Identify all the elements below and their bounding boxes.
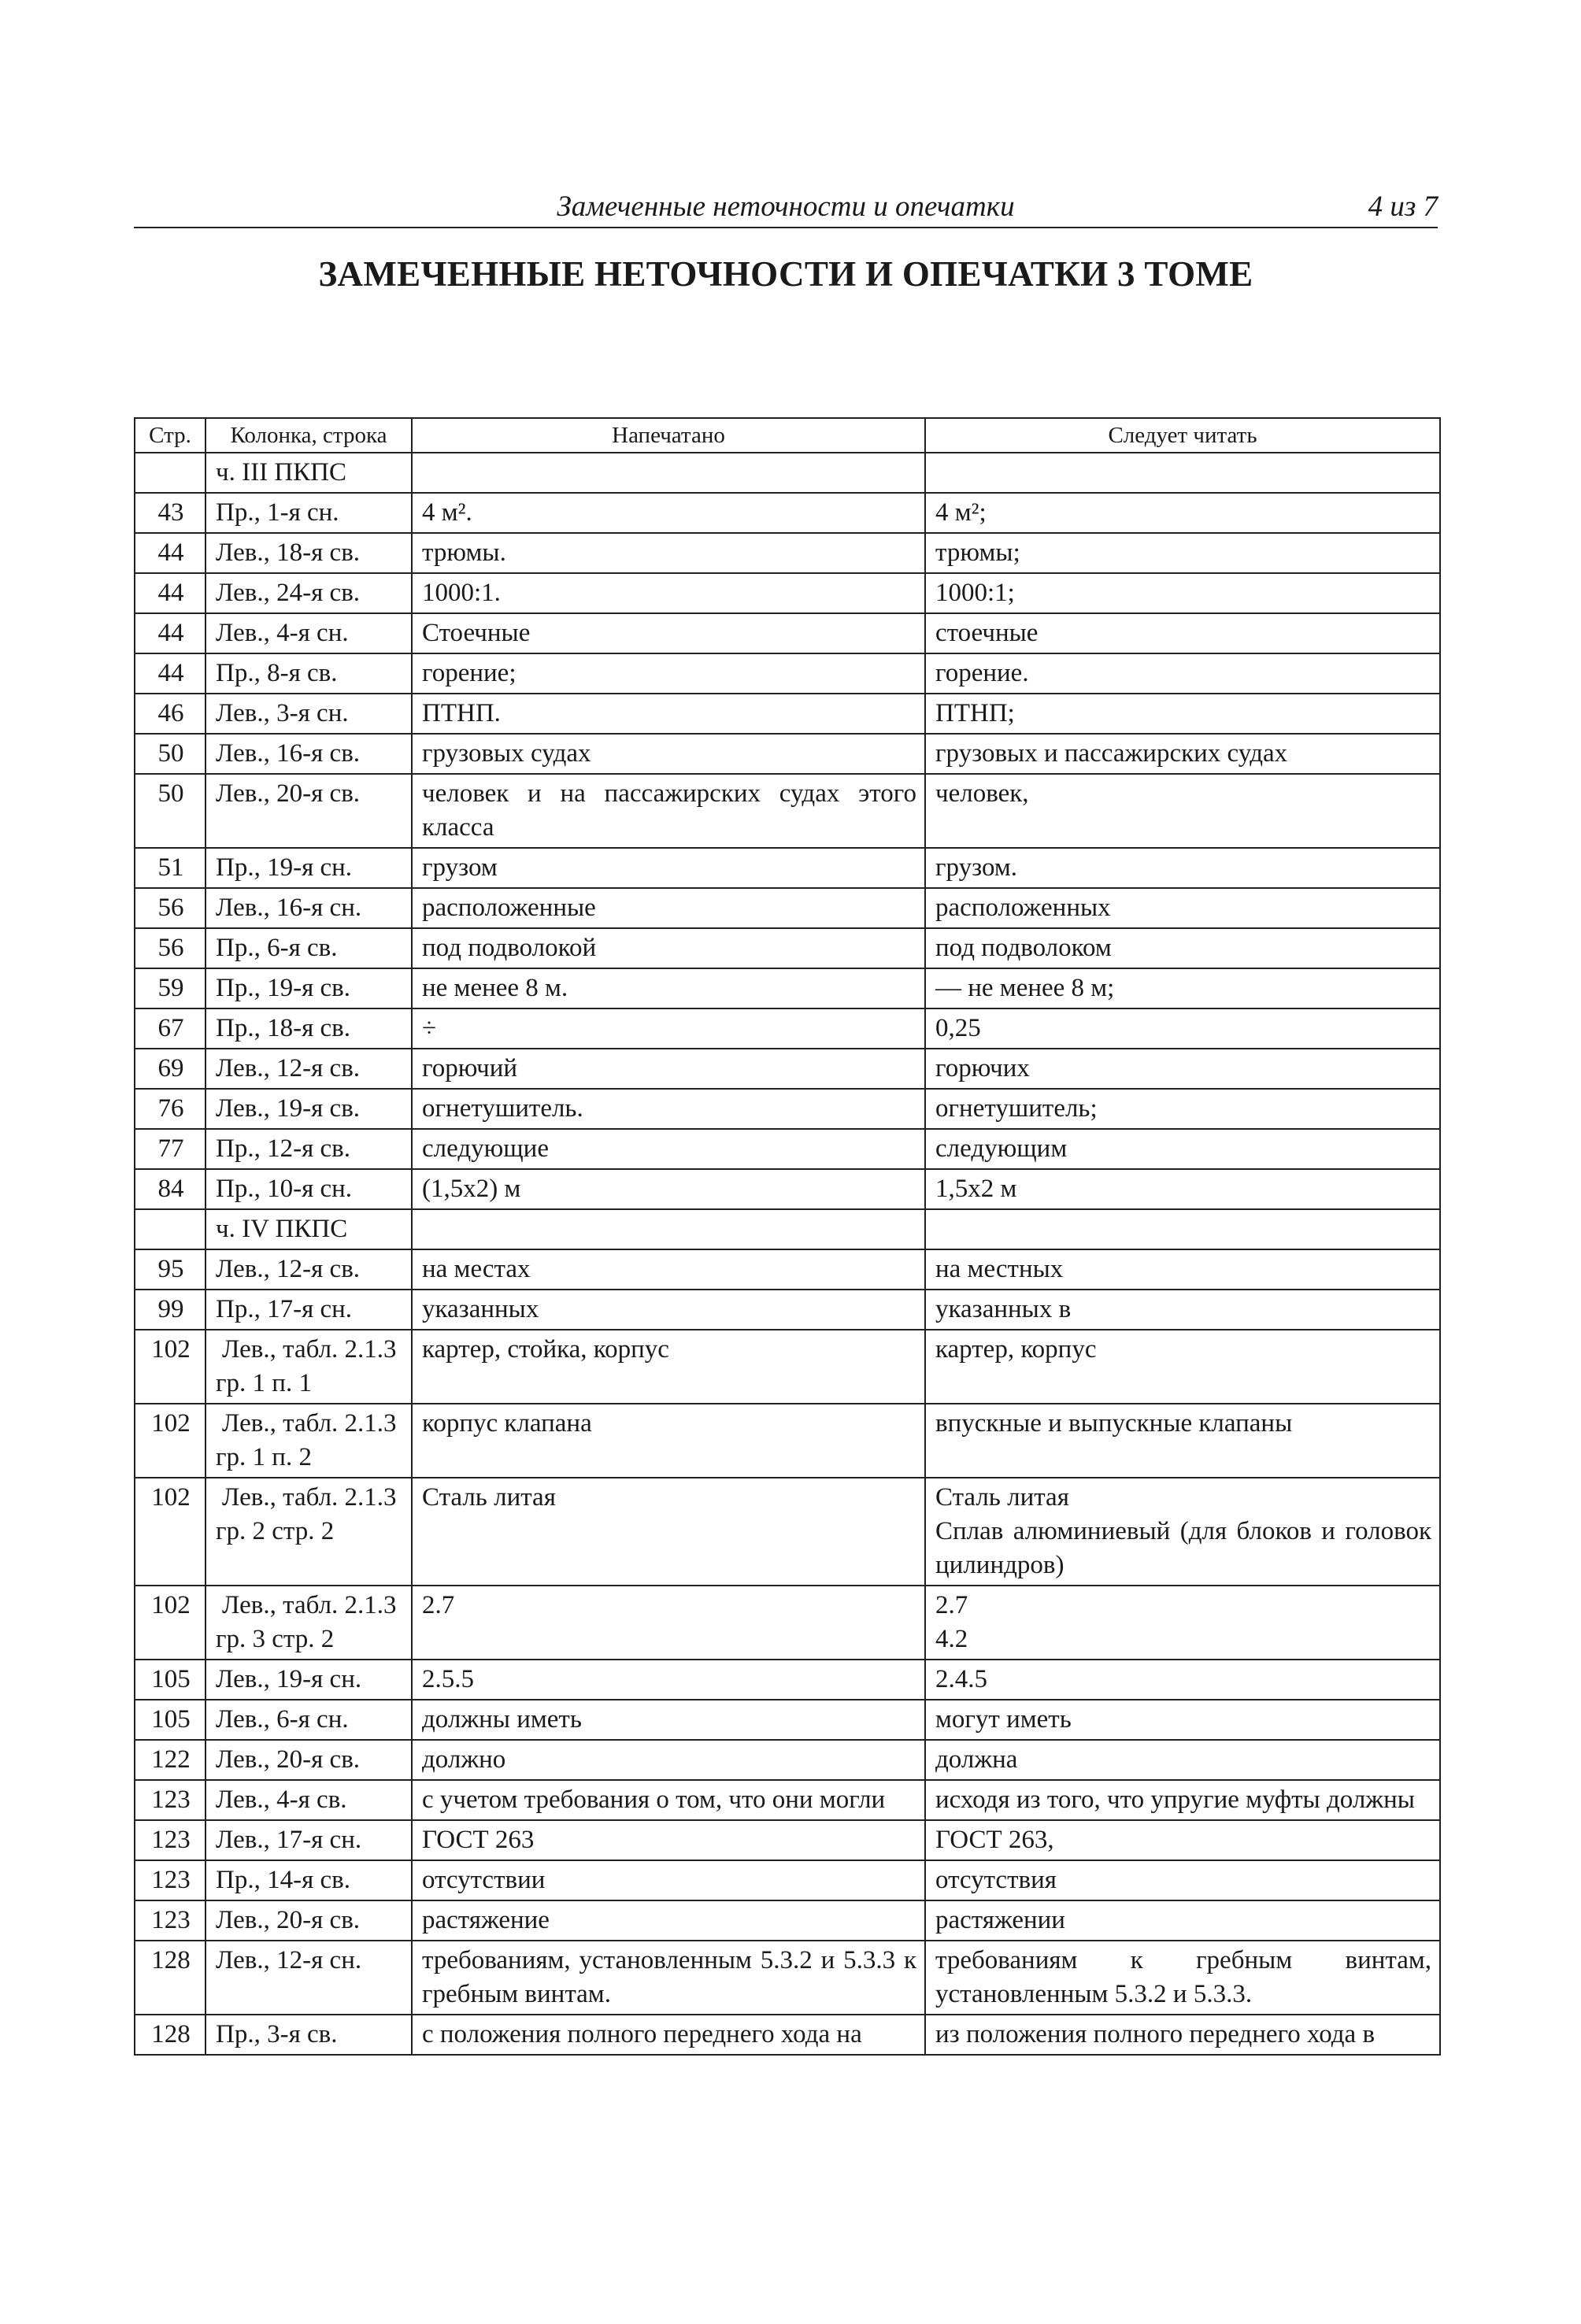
page-cell: 128: [135, 2015, 205, 2055]
table-row: [135, 573, 1440, 613]
location-cell: Лев., 12-я св.: [205, 1249, 412, 1290]
printed-cell: под подволокой: [412, 928, 925, 968]
location-line: гр. 2 стр. 2: [216, 1517, 335, 1545]
table-row: [135, 1780, 1440, 1820]
printed-cell: требованиям, установленным 5.3.2 и 5.3.3 к гребным винтам.: [412, 1941, 925, 2015]
correct-cell: могут иметь: [925, 1700, 1440, 1740]
correct-cell: трюмы;: [925, 533, 1440, 573]
correct-cell: огнетушитель;: [925, 1089, 1440, 1129]
section-row: [135, 453, 1440, 493]
page-cell: 67: [135, 1008, 205, 1049]
location-cell: Лев., 18-я св.: [205, 533, 412, 573]
correct-line: Сплав алюминиевый (для блоков и головок цилиндров): [935, 1517, 1431, 1579]
correct-cell: картер, корпус: [925, 1330, 1440, 1404]
page-cell: 50: [135, 734, 205, 774]
section-printed-cell: [412, 1209, 925, 1249]
page-cell: 102: [135, 1586, 205, 1660]
running-header: [134, 187, 1438, 228]
printed-cell: отсутствии: [412, 1860, 925, 1900]
correct-line: 2.7: [935, 1591, 968, 1619]
table-row: [135, 1478, 1440, 1586]
correct-cell: из положения полного переднего хода в: [925, 2015, 1440, 2055]
table-header-row: [135, 418, 1440, 453]
correct-cell: грузовых и пассажирских судах: [925, 734, 1440, 774]
page-cell: 59: [135, 968, 205, 1008]
correct-cell: растяжении: [925, 1900, 1440, 1941]
table-row: [135, 493, 1440, 533]
correct-cell: [925, 1586, 1440, 1660]
location-cell: [205, 1478, 412, 1586]
location-line: гр. 3 стр. 2: [216, 1625, 335, 1653]
location-cell: Лев., 4-я св.: [205, 1780, 412, 1820]
page-cell: 123: [135, 1820, 205, 1860]
column-header-location: Колонка, строка: [205, 418, 412, 453]
correct-cell: ПТНП;: [925, 694, 1440, 734]
printed-cell: указанных: [412, 1290, 925, 1330]
section-label: ч. IV ПКПС: [205, 1209, 412, 1249]
printed-cell: 2.5.5: [412, 1660, 925, 1700]
location-cell: Пр., 14-я св.: [205, 1860, 412, 1900]
table-row: [135, 1941, 1440, 2015]
location-cell: Пр., 3-я св.: [205, 2015, 412, 2055]
correct-cell: под подволоком: [925, 928, 1440, 968]
printed-cell: корпус клапана: [412, 1404, 925, 1478]
correct-line: 4.2: [935, 1625, 968, 1653]
location-cell: [205, 1404, 412, 1478]
location-cell: Пр., 10-я сн.: [205, 1169, 412, 1209]
page-cell: 44: [135, 533, 205, 573]
page-cell: 123: [135, 1900, 205, 1941]
table-row: [135, 734, 1440, 774]
table-row: [135, 968, 1440, 1008]
running-header-title: Замеченные неточности и опечатки: [557, 191, 1015, 223]
table-row: [135, 1049, 1440, 1089]
printed-cell: 2.7: [412, 1586, 925, 1660]
page-cell: 99: [135, 1290, 205, 1330]
section-row: [135, 1209, 1440, 1249]
table-row: [135, 533, 1440, 573]
table-row: [135, 888, 1440, 928]
location-cell: [205, 1586, 412, 1660]
location-line: Лев., табл. 2.1.3: [222, 1409, 397, 1438]
location-cell: Лев., 17-я сн.: [205, 1820, 412, 1860]
page-cell: 50: [135, 774, 205, 848]
table-row: [135, 1129, 1440, 1169]
section-page-cell: [135, 1209, 205, 1249]
printed-cell: с учетом требования о том, что они могли: [412, 1780, 925, 1820]
correct-cell: 1,5х2 м: [925, 1169, 1440, 1209]
page-cell: 56: [135, 928, 205, 968]
location-line: гр. 1 п. 2: [216, 1443, 312, 1471]
table-row: [135, 1900, 1440, 1941]
page-cell: 84: [135, 1169, 205, 1209]
location-cell: Лев., 20-я св.: [205, 1900, 412, 1941]
location-cell: Лев., 16-я св.: [205, 734, 412, 774]
correct-cell: горение.: [925, 653, 1440, 694]
printed-cell: грузом: [412, 848, 925, 888]
printed-cell: следующие: [412, 1129, 925, 1169]
location-cell: Лев., 19-я св.: [205, 1089, 412, 1129]
correct-cell: на местных: [925, 1249, 1440, 1290]
page-cell: 102: [135, 1478, 205, 1586]
printed-cell: горение;: [412, 653, 925, 694]
table-row: [135, 1660, 1440, 1700]
table-row: [135, 1008, 1440, 1049]
correct-cell: человек,: [925, 774, 1440, 848]
page-cell: 122: [135, 1740, 205, 1780]
location-cell: Пр., 8-я св.: [205, 653, 412, 694]
location-line: Лев., табл. 2.1.3: [222, 1591, 397, 1619]
correct-cell: горючих: [925, 1049, 1440, 1089]
location-cell: Лев., 12-я св.: [205, 1049, 412, 1089]
page-title: ЗАМЕЧЕННЫЕ НЕТОЧНОСТИ И ОПЕЧАТКИ 3 ТОМЕ: [318, 254, 1253, 294]
location-cell: [205, 1330, 412, 1404]
table-row: [135, 1700, 1440, 1740]
correct-cell: ГОСТ 263,: [925, 1820, 1440, 1860]
location-line: Лев., табл. 2.1.3: [222, 1335, 397, 1364]
page-cell: 69: [135, 1049, 205, 1089]
page-cell: 77: [135, 1129, 205, 1169]
table-row: [135, 928, 1440, 968]
table-row: [135, 694, 1440, 734]
section-correct-cell: [925, 1209, 1440, 1249]
printed-cell: расположенные: [412, 888, 925, 928]
errata-table: [134, 417, 1441, 2056]
section-correct-cell: [925, 453, 1440, 493]
page-cell: 44: [135, 653, 205, 694]
location-cell: Лев., 4-я сн.: [205, 613, 412, 653]
printed-cell: (1,5х2) м: [412, 1169, 925, 1209]
correct-cell: 4 м²;: [925, 493, 1440, 533]
table-row: [135, 1290, 1440, 1330]
location-cell: Пр., 19-я св.: [205, 968, 412, 1008]
correct-cell: отсутствия: [925, 1860, 1440, 1900]
location-cell: Лев., 20-я св.: [205, 1740, 412, 1780]
printed-cell: трюмы.: [412, 533, 925, 573]
location-line: гр. 1 п. 1: [216, 1369, 312, 1397]
table-row: [135, 848, 1440, 888]
correct-cell: 0,25: [925, 1008, 1440, 1049]
location-cell: Лев., 3-я сн.: [205, 694, 412, 734]
printed-cell: грузовых судах: [412, 734, 925, 774]
location-cell: Пр., 6-я св.: [205, 928, 412, 968]
location-cell: Лев., 16-я сн.: [205, 888, 412, 928]
printed-cell: Сталь литая: [412, 1478, 925, 1586]
column-header-correct: Следует читать: [925, 418, 1440, 453]
printed-cell: огнетушитель.: [412, 1089, 925, 1129]
printed-cell: ПТНП.: [412, 694, 925, 734]
column-header-page: Стр.: [135, 418, 205, 453]
table-row: [135, 1740, 1440, 1780]
correct-cell: расположенных: [925, 888, 1440, 928]
table-row: [135, 2015, 1440, 2055]
location-cell: Пр., 18-я св.: [205, 1008, 412, 1049]
page-cell: 43: [135, 493, 205, 533]
table-row: [135, 1586, 1440, 1660]
page-cell: 128: [135, 1941, 205, 2015]
correct-cell: требованиям к гребным винтам, установленным 5.3.2 и 5.3.3.: [925, 1941, 1440, 2015]
table-row: [135, 1330, 1440, 1404]
correct-cell: следующим: [925, 1129, 1440, 1169]
column-header-printed: Напечатано: [412, 418, 925, 453]
page-cell: 46: [135, 694, 205, 734]
location-cell: Лев., 6-я сн.: [205, 1700, 412, 1740]
printed-cell: человек и на пассажирских судах этого класса: [412, 774, 925, 848]
section-page-cell: [135, 453, 205, 493]
table-row: [135, 1404, 1440, 1478]
printed-cell: растяжение: [412, 1900, 925, 1941]
page-cell: 102: [135, 1330, 205, 1404]
correct-line: Сталь литая: [935, 1483, 1069, 1512]
section-printed-cell: [412, 453, 925, 493]
page-cell: 76: [135, 1089, 205, 1129]
page-cell: 95: [135, 1249, 205, 1290]
page-cell: 105: [135, 1700, 205, 1740]
printed-cell: Стоечные: [412, 613, 925, 653]
printed-cell: горючий: [412, 1049, 925, 1089]
printed-cell: 4 м².: [412, 493, 925, 533]
correct-cell: впускные и выпускные клапаны: [925, 1404, 1440, 1478]
page-cell: 123: [135, 1780, 205, 1820]
location-cell: Пр., 12-я св.: [205, 1129, 412, 1169]
printed-cell: на местах: [412, 1249, 925, 1290]
page-number: 4 из 7: [1368, 191, 1438, 223]
location-cell: Пр., 17-я сн.: [205, 1290, 412, 1330]
printed-cell: должны иметь: [412, 1700, 925, 1740]
printed-cell: ГОСТ 263: [412, 1820, 925, 1860]
correct-cell: стоечные: [925, 613, 1440, 653]
location-cell: Лев., 24-я св.: [205, 573, 412, 613]
printed-cell: ÷: [412, 1008, 925, 1049]
table-row: [135, 1249, 1440, 1290]
correct-cell: исходя из того, что упругие муфты должны: [925, 1780, 1440, 1820]
page-cell: 56: [135, 888, 205, 928]
table-row: [135, 1820, 1440, 1860]
correct-cell: 1000:1;: [925, 573, 1440, 613]
correct-cell: [925, 1478, 1440, 1586]
table-row: [135, 653, 1440, 694]
correct-cell: — не менее 8 м;: [925, 968, 1440, 1008]
correct-cell: должна: [925, 1740, 1440, 1780]
printed-cell: не менее 8 м.: [412, 968, 925, 1008]
page-cell: 44: [135, 573, 205, 613]
table-row: [135, 1169, 1440, 1209]
printed-cell: должно: [412, 1740, 925, 1780]
section-label: ч. III ПКПС: [205, 453, 412, 493]
table-row: [135, 613, 1440, 653]
location-cell: Пр., 19-я сн.: [205, 848, 412, 888]
correct-cell: указанных в: [925, 1290, 1440, 1330]
table-row: [135, 1089, 1440, 1129]
correct-cell: 2.4.5: [925, 1660, 1440, 1700]
table-row: [135, 1860, 1440, 1900]
errata-table-body: [135, 453, 1440, 2055]
printed-cell: картер, стойка, корпус: [412, 1330, 925, 1404]
location-cell: Лев., 19-я сн.: [205, 1660, 412, 1700]
page-cell: 123: [135, 1860, 205, 1900]
location-cell: Лев., 12-я сн.: [205, 1941, 412, 2015]
location-cell: Пр., 1-я сн.: [205, 493, 412, 533]
page-cell: 105: [135, 1660, 205, 1700]
page-cell: 44: [135, 613, 205, 653]
printed-cell: 1000:1.: [412, 573, 925, 613]
table-row: [135, 774, 1440, 848]
correct-cell: грузом.: [925, 848, 1440, 888]
location-line: Лев., табл. 2.1.3: [222, 1483, 397, 1512]
page-cell: 102: [135, 1404, 205, 1478]
location-cell: Лев., 20-я св.: [205, 774, 412, 848]
page-cell: 51: [135, 848, 205, 888]
printed-cell: с положения полного переднего хода на: [412, 2015, 925, 2055]
